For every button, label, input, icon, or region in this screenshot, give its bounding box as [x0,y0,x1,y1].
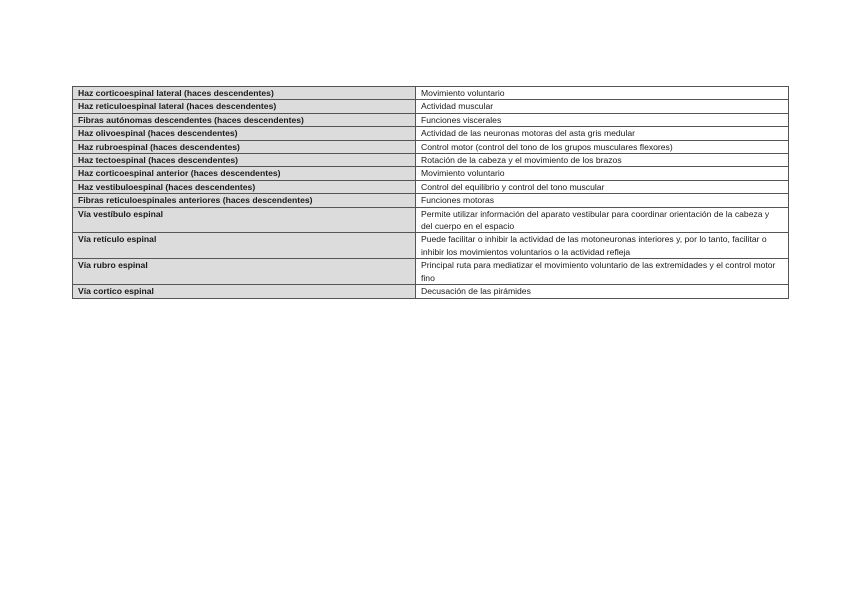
table-row [73,100,789,113]
tract-name-cell: Haz tectoespinal (haces descendentes) [73,154,416,167]
tract-function-cell: Funciones motoras [416,194,789,207]
tract-name-cell: Haz corticoespinal lateral (haces descendentes) [73,87,416,100]
tract-name-cell: Vía retículo espinal [73,233,416,259]
table-row [73,154,789,167]
table-row [73,285,789,298]
spinal-tracts-table [72,86,789,299]
tract-function-cell: Movimiento voluntario [416,87,789,100]
tract-name-cell: Haz olivoespinal (haces descendentes) [73,127,416,140]
table-row [73,127,789,140]
tract-name-cell: Fibras reticuloespinales anteriores (haces descendentes) [73,194,416,207]
table-row [73,180,789,193]
tract-name-cell: Haz corticoespinal anterior (haces descendentes) [73,167,416,180]
tract-function-cell: Actividad de las neuronas motoras del asta gris medular [416,127,789,140]
tract-name-cell: Haz reticuloespinal lateral (haces descendentes) [73,100,416,113]
tract-function-cell: Decusación de las pirámides [416,285,789,298]
tract-function-cell: Principal ruta para mediatizar el movimiento voluntario de las extremidades y el control motor fino [416,259,789,285]
tract-name-cell: Fibras autónomas descendentes (haces descendentes) [73,113,416,126]
tract-function-cell: Rotación de la cabeza y el movimiento de los brazos [416,154,789,167]
table-row [73,194,789,207]
table-row [73,87,789,100]
table-row [73,140,789,153]
tract-name-cell: Haz vestibuloespinal (haces descendentes) [73,180,416,193]
tract-function-cell: Control del equilibrio y control del tono muscular [416,180,789,193]
table-row [73,113,789,126]
tract-name-cell: Vía cortico espinal [73,285,416,298]
table-row [73,233,789,259]
tract-function-cell: Control motor (control del tono de los grupos musculares flexores) [416,140,789,153]
tract-function-cell: Movimiento voluntario [416,167,789,180]
tract-function-cell: Puede facilitar o inhibir la actividad de las motoneuronas interiores y, por lo tanto, facilitar o inhibir los movimientos voluntarios o la actividad refleja [416,233,789,259]
table-row [73,167,789,180]
tract-function-cell: Funciones viscerales [416,113,789,126]
tract-name-cell: Vía vestíbulo espinal [73,207,416,233]
table-row [73,259,789,285]
tract-name-cell: Vía rubro espinal [73,259,416,285]
tract-function-cell: Actividad muscular [416,100,789,113]
tract-function-cell: Permite utilizar información del aparato vestibular para coordinar orientación de la cabeza y del cuerpo en el espacio [416,207,789,233]
tract-name-cell: Haz rubroespinal (haces descendentes) [73,140,416,153]
table-row [73,207,789,233]
